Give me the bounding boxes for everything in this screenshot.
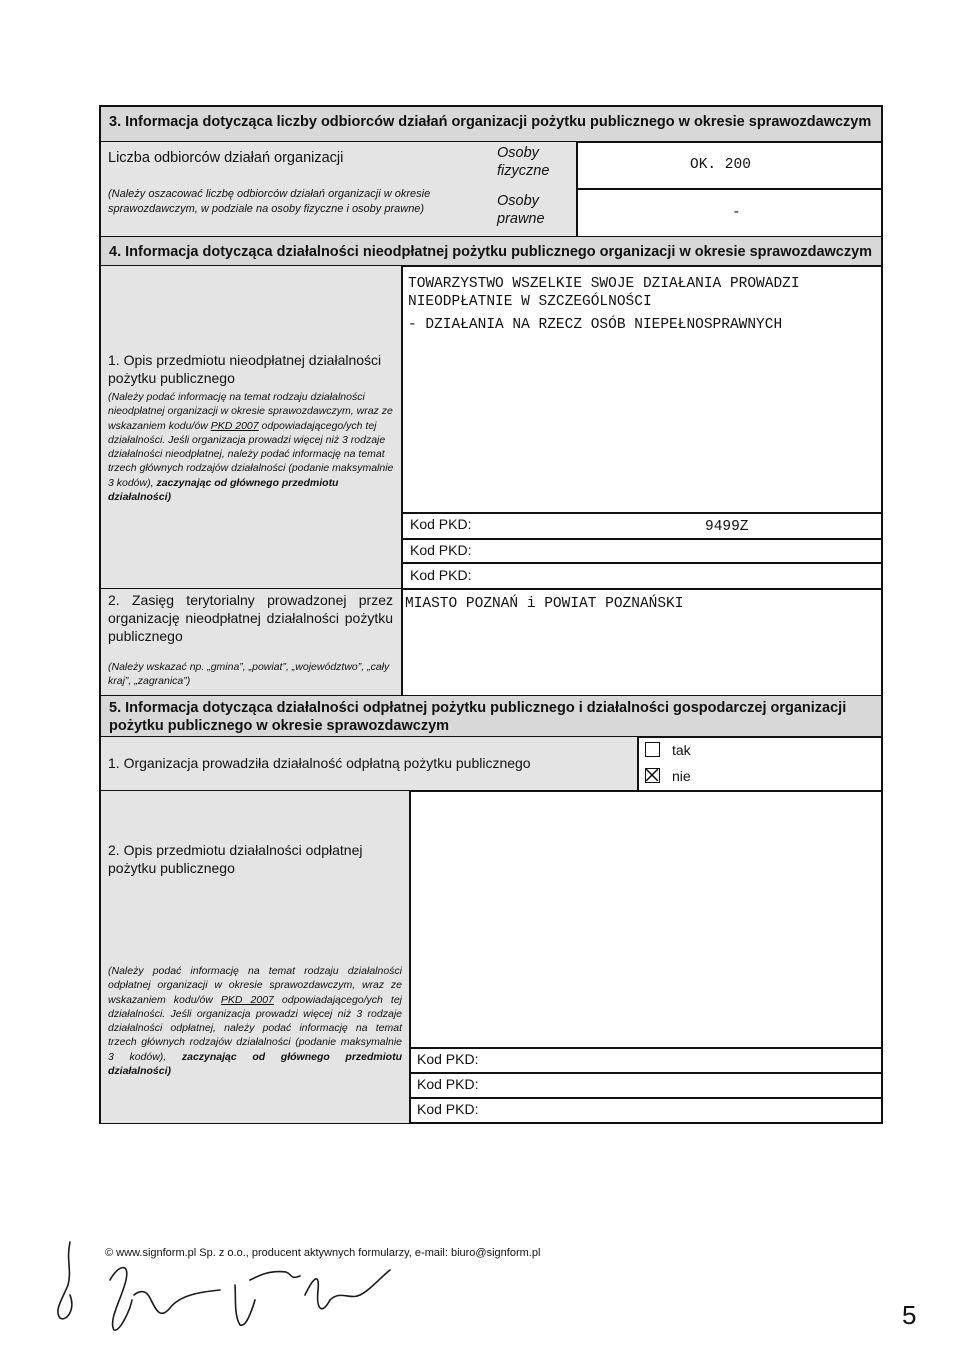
s5-pkd-label-1: Kod PKD: [417,1051,479,1067]
section4-item2-note: (Należy wskazać np. „gmina”, „powiat”, „województwo”, „cały kraj”, „zagranica”) [108,661,390,687]
section3-note: (Należy oszacować liczbę odbiorców działań organizacji w okresie sprawozdawczym, w podziale na osoby fizyczne i osoby prawne) [108,188,431,215]
s5-pkd-label-2: Kod PKD: [417,1076,479,1092]
section4-item1-note: (Należy podać informację na temat rodzaju działalności nieodpłatnej organizacji w okresie sprawozdawczym, wraz ze wskazaniem kodu/ów PKD 2007 odpowiadającego/ych tej działalności. Jeśli organizacja prowadzi więcej niż 3 rodzaje działalności nieodpłatnej, należy podać informację na temat trzech głównych rodzajów działalności (podanie maksymalnie 3 kodów), zaczynając od głównego przedmiotu działalności) [108,391,394,504]
persons-value[interactable]: OK. 200 [690,157,751,173]
pkd-label-1: Kod PKD: [410,516,472,532]
section5-header: 5. Informacja dotycząca działalności odpłatnej pożytku publicznego i działalności gospodarczej organizacji pożytku publicznego w okresie sprawozdawczym [101,696,881,736]
option-nie-label: nie [672,768,691,784]
option-tak-label: tak [672,742,691,758]
section5-item2-note: (Należy podać informację na temat rodzaju działalności odpłatnej organizacji w okresie sprawozdawczym, wraz ze wskazaniem kodu/ów PKD 2007 odpowiadającego/ych tej działalności. Jeśli organizacja prowadzi więcej niż 3 rodzaje działalności odpłatnej, należy podać informację na temat trzech głównych rodzajów działalności (podanie maksymalnie 3 kodów), zaczynając od głównego przedmiotu działalności) [108,965,402,1078]
s5-pkd-label-3: Kod PKD: [417,1101,479,1117]
legal-label: Osoby prawne [497,193,545,227]
section4-item1-title: 1. Opis przedmiotu nieodpłatnej działalności pożytku publicznego [108,352,382,386]
pkd-label-2: Kod PKD: [410,542,472,558]
checkbox-nie[interactable] [645,768,660,783]
legal-value[interactable]: - [732,205,741,221]
persons-label: Osoby fizyczne [497,145,550,179]
section4-item2-title: 2. Zasięg terytorialny prowadzonej przez organizację nieodpłatnej działalności pożytku publicznego [108,592,393,644]
description-line-2[interactable]: NIEODPŁATNIE W SZCZEGÓLNOŚCI [408,294,652,310]
description-line-1[interactable]: TOWARZYSTWO WSZELKIE SWOJE DZIAŁANIA PROWADZI [408,276,800,292]
pkd-value-1[interactable]: 9499Z [705,519,749,535]
section3-label: Liczba odbiorców działań organizacji [108,150,344,166]
copyright-footer: © www.signform.pl Sp. z o.o., producent aktywnych formularzy, e-mail: biuro@signform.pl [105,1247,541,1259]
checkbox-tak[interactable] [645,742,660,757]
handwritten-signatures [50,1240,420,1335]
section5-item1-title: 1. Organizacja prowadziła działalność odpłatną pożytku publicznego [108,755,531,771]
description-line-3[interactable]: - DZIAŁANIA NA RZECZ OSÓB NIEPEŁNOSPRAWNYCH [408,317,783,333]
pkd-label-3: Kod PKD: [410,567,472,583]
checked-x-icon [646,769,658,781]
section4-header: 4. Informacja dotycząca działalności nieodpłatnej pożytku publicznego organizacji w okresie sprawozdawczym [101,237,881,265]
section5-item2-title: 2. Opis przedmiotu działalności odpłatnej pożytku publicznego [108,842,363,876]
territorial-scope-value[interactable]: MIASTO POZNAŃ i POWIAT POZNAŃSKI [405,596,684,612]
page-number: 5 [902,1300,917,1330]
section3-header: 3. Informacja dotycząca liczby odbiorców działań organizacji pożytku publicznego w okresie sprawozdawczym [101,107,881,141]
